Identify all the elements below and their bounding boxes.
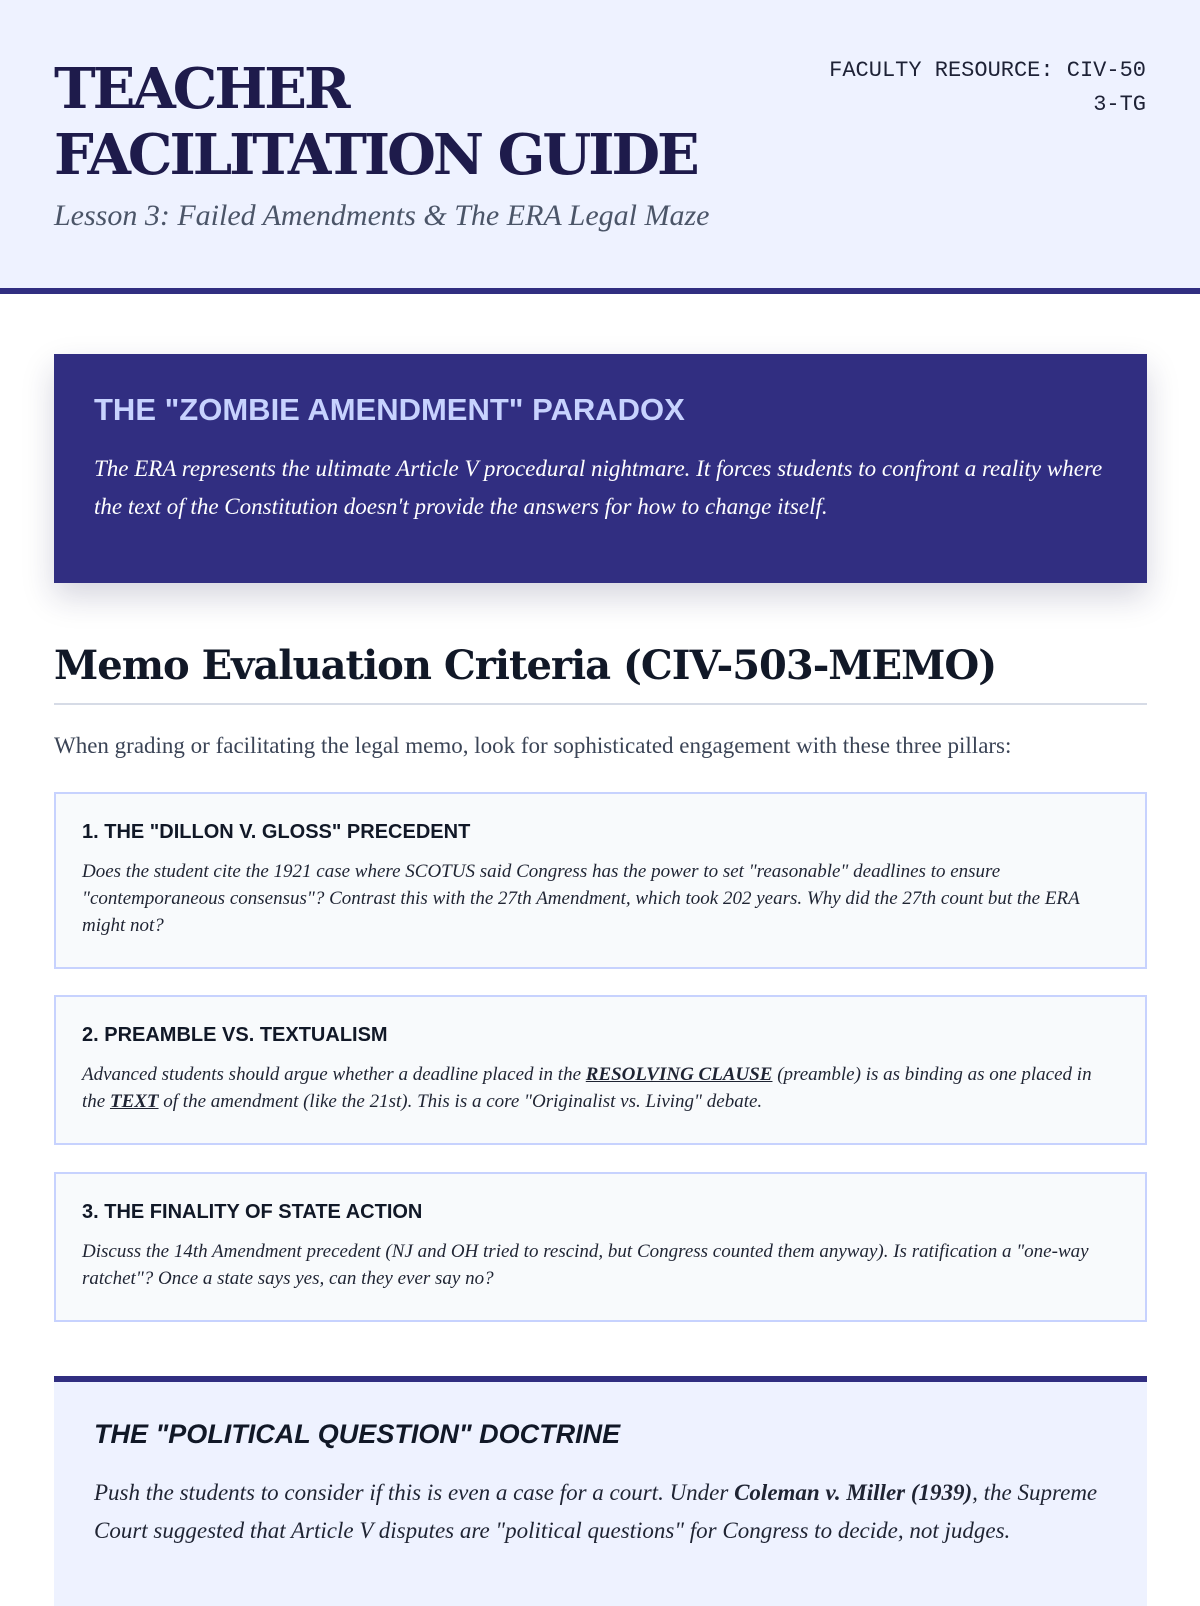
doctrine-body-text: , the Supreme Court suggested that Article V disputes are "political questions" for Congress to decide, not judges. [94, 1480, 1098, 1543]
case-citation: Coleman v. Miller (1939) [734, 1480, 973, 1505]
pillar-body: Does the student cite the 1921 case where SCOTUS said Congress has the power to set "reasonable" deadlines to ensure "contemporaneous consensus"? Contrast this with the 27th Amendment, which took 202 years. Why did the 27th count but the ERA might not? [82, 861, 1080, 936]
pillar-title: 3. THE FINALITY OF STATE ACTION [82, 1201, 423, 1223]
pillar-card-preamble [54, 995, 1147, 1145]
doctrine-title: THE "POLITICAL QUESTION" DOCTRINE [94, 1419, 621, 1449]
section-divider [54, 703, 1147, 705]
callout-body: The ERA represents the ultimate Article V procedural nightmare. It forces students to confront a reality where the text of the Constitution doesn't provide the answers for how to change itself. [94, 456, 1103, 519]
pillar-card-finality [54, 1172, 1147, 1322]
page-title: TEACHER FACILITATION GUIDE [54, 56, 697, 188]
pillar-title: 1. THE "DILLON V. GLOSS" PRECEDENT [82, 821, 471, 843]
resolving-clause-emphasis: RESOLVING CLAUSE [585, 1064, 773, 1085]
page-header [0, 0, 1200, 294]
callout-title: THE "ZOMBIE AMENDMENT" PARADOX [94, 392, 685, 427]
political-question-callout [54, 1376, 1147, 1606]
page-subtitle: Lesson 3: Failed Amendments & The ERA Legal Maze [54, 199, 710, 232]
doctrine-body-text: Push the students to consider if this is even a case for a court. Under [94, 1480, 735, 1505]
pillar-card-dillon [54, 792, 1147, 969]
section-intro: When grading or facilitating the legal memo, look for sophisticated engagement with these three pillars: [54, 733, 1012, 758]
pillar-body-text: (preamble) is as binding as one placed in the [82, 1064, 1092, 1112]
pillar-body-text: Advanced students should argue whether a deadline placed in the [82, 1064, 586, 1085]
text-emphasis: TEXT [109, 1091, 159, 1112]
zombie-amendment-callout [54, 354, 1147, 583]
pillar-body: Discuss the 14th Amendment precedent (NJ and OH tried to rescind, but Congress counted them anyway). Is ratification a "one-way ratchet"? Once a state says yes, can they ever say no? [82, 1241, 1089, 1289]
doctrine-body [94, 1474, 1107, 1550]
faculty-resource-code: FACULTY RESOURCE: CIV-503-TG [829, 58, 1146, 117]
pillar-body [82, 1061, 1119, 1115]
pillar-title: 2. PREAMBLE VS. TEXTUALISM [82, 1024, 388, 1046]
pillar-body-text: of the amendment (like the 21st). This is a core "Originalist vs. Living" debate. [158, 1091, 763, 1112]
section-title: Memo Evaluation Criteria (CIV-503-MEMO) [54, 642, 997, 689]
